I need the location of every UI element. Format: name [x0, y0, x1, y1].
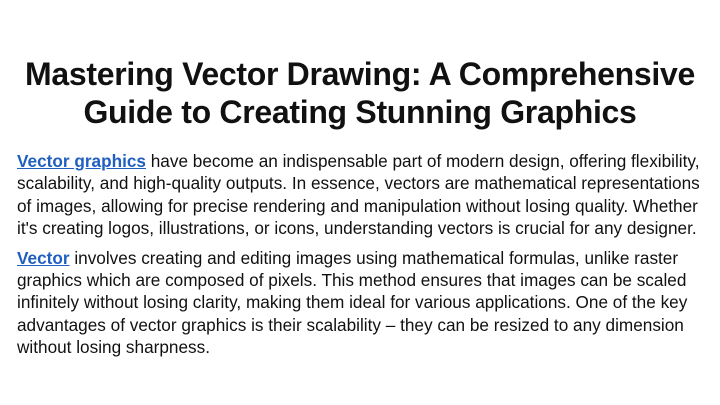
- title-line-2: Guide to Creating Stunning Graphics: [83, 94, 637, 130]
- vector-link[interactable]: Vector: [17, 247, 70, 268]
- article-body: [17, 150, 707, 366]
- paragraph-2: [17, 247, 707, 359]
- page-title: [0, 55, 720, 131]
- paragraph-1: [17, 150, 707, 240]
- paragraph-1-text: have become an indispensable part of modern design, offering flexibility, scalability, and high-quality outputs. In essence, vectors are mathematical representations of images, allowing for precise rendering and manipulation without losing quality. Whether it's creating logos, illustrations, or icons, understanding vectors is crucial for any designer.: [17, 151, 700, 239]
- paragraph-2-text: involves creating and editing images using mathematical formulas, unlike raster graphics which are composed of pixels. This method ensures that images can be scaled infinitely without losing clarity, making them ideal for various applications. One of the key advantages of vector graphics is their scalability – they can be resized to any dimension without losing sharpness.: [17, 247, 688, 358]
- vector-graphics-link[interactable]: Vector graphics: [17, 151, 146, 171]
- title-line-1: Mastering Vector Drawing: A Comprehensive: [25, 56, 695, 92]
